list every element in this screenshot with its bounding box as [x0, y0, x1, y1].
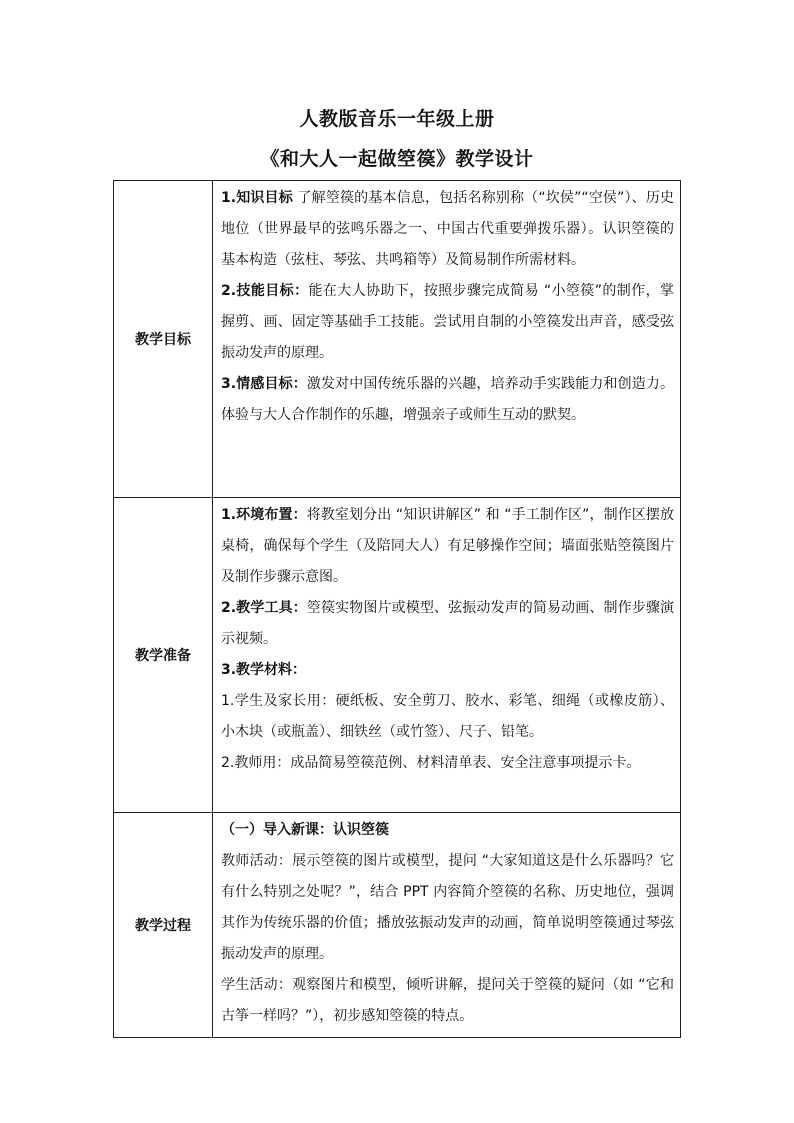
- goal-emotion-heading: 3.情感目标：: [221, 376, 307, 392]
- prep-tools-heading: 2.教学工具：: [221, 600, 307, 616]
- prep-materials-teacher: [221, 748, 674, 779]
- document-title: 人教版音乐一年级上册: [299, 108, 495, 130]
- row-label-process: 教学过程: [114, 813, 213, 1038]
- row-label-prep: 教学准备: [114, 498, 213, 813]
- prep-materials-teacher-text: 2.教师用：成品简易箜篌范例、材料清单表、安全注意事项提示卡。: [221, 755, 641, 771]
- process-student-activity: 学生活动：观察图片和模型，倾听讲解，提问关于箜篌的疑问（如 “它和古筝一样吗？”），初步感知箜篌的特点。: [221, 977, 674, 1024]
- process-section-title: （一）导入新课：认识箜篌: [221, 822, 389, 838]
- goal-knowledge: [221, 183, 674, 276]
- prep-environment-heading: 1.环境布置：: [221, 507, 307, 523]
- row-content-goals: [213, 181, 681, 498]
- table-row-prep: [114, 498, 681, 813]
- prep-materials-heading: 3.教学材料：: [221, 662, 307, 678]
- goal-knowledge-text: 了解箜篌的基本信息，包括名称别称（“坎侯”“空侯”）、历史地位（世界最早的弦鸣乐器之一、中国古代重要弹拨乐器）。认识箜篌的基本构造（弦柱、琴弦、共鸣箱等）及简易制作所需材料。: [221, 190, 675, 268]
- row-content-prep: [213, 498, 681, 813]
- prep-tools: [221, 593, 674, 655]
- table-row-process: [114, 813, 681, 1038]
- lesson-plan-table: [113, 180, 681, 1038]
- goal-skill: [221, 276, 674, 369]
- prep-tools-text: 箜篌实物图片或模型、弦振动发声的简易动画、制作步骤演示视频。: [221, 600, 675, 647]
- document-subtitle: 《和大人一起做箜篌》教学设计: [260, 148, 534, 170]
- prep-environment-text: 将教室划分出 “知识讲解区” 和 “手工制作区”，制作区摆放桌椅，确保每个学生（及陪同大人）有足够操作空间；墙面张贴箜篌图片及制作步骤示意图。: [221, 507, 674, 585]
- row-content-process: [213, 813, 681, 1038]
- prep-materials-students: [221, 686, 674, 748]
- prep-materials-students-text: 1.学生及家长用：硬纸板、安全剪刀、胶水、彩笔、细绳（或橡皮筋）、小木块（或瓶盖）、细铁丝（或竹签）、尺子、铅笔。: [221, 693, 674, 740]
- row-label-goals: 教学目标: [114, 181, 213, 498]
- goal-skill-text: 能在大人协助下，按照步骤完成简易 “小箜篌”的制作，掌握剪、画、固定等基础手工技能。尝试用自制的小箜篌发出声音，感受弦振动发声的原理。: [221, 283, 674, 361]
- goal-knowledge-heading: 1.知识目标: [221, 190, 293, 206]
- goal-emotion-text: 激发对中国传统乐器的兴趣，培养动手实践能力和创造力。体验与大人合作制作的乐趣，增强亲子或师生互动的默契。: [221, 376, 675, 423]
- goal-emotion: [221, 369, 674, 431]
- goal-skill-heading: 2.技能目标：: [221, 283, 309, 299]
- prep-materials: [221, 655, 674, 686]
- table-row-goals: [114, 181, 681, 498]
- process-teacher-activity: 教师活动：展示箜篌的图片或模型，提问 “大家知道这是什么乐器吗？它有什么特别之处呢？”，结合 PPT 内容简介箜篌的名称、历史地位，强调其作为传统乐器的价值；播放弦振动发声的动画，简单说明箜篌通过琴弦振动发声的原理。: [221, 853, 674, 962]
- prep-environment: [221, 500, 674, 593]
